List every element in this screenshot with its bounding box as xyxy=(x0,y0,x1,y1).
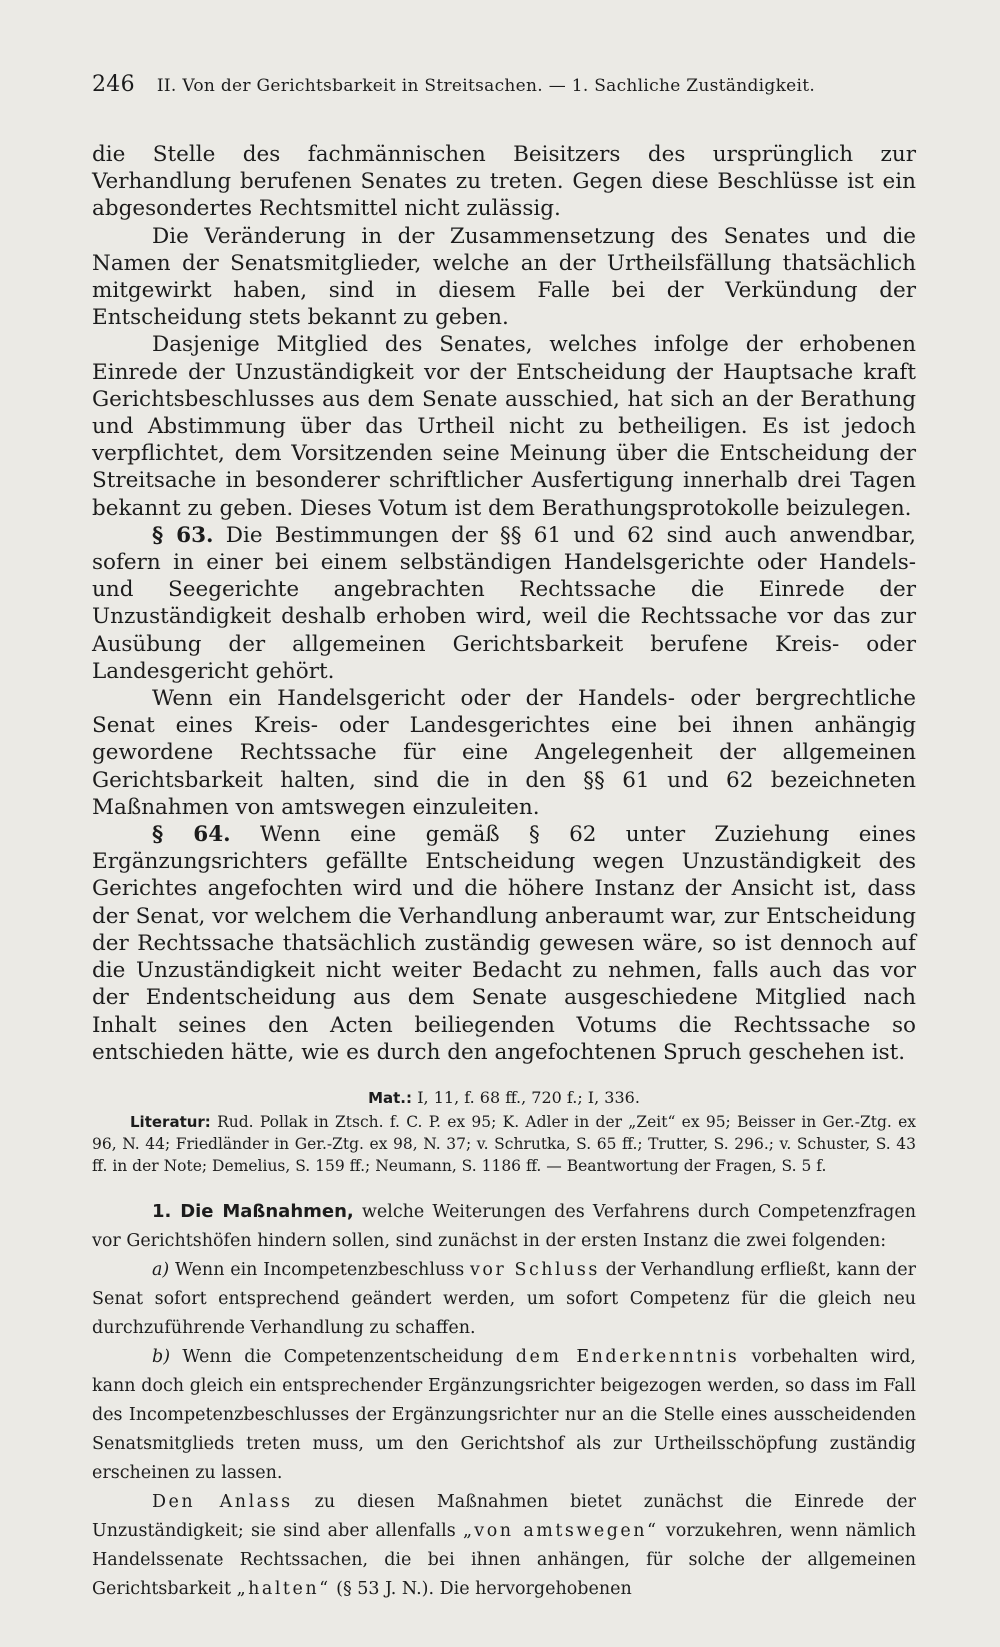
spaced-emphasis: dem Enderkenntnis xyxy=(515,1346,740,1367)
running-title: II. Von der Gerichtsbarkeit in Streitsachen. — 1. Sachliche Zuständigkeit. xyxy=(156,76,816,96)
paragraph: Wenn ein Handelsgericht oder der Handels- oder bergrechtliche Senat eines Kreis- oder Landesgerichtes eine bei ihnen anhängig gewordene Rechtssache für eine Angelegenheit der allgemeinen Gerichtsbarkeit halten, sind die in den §§ 61 und 62 bezeichneten Maßnahmen von amtswegen einzuleiten. xyxy=(92,686,916,820)
materials-label: Mat.: xyxy=(368,1088,412,1107)
paragraph: Dasjenige Mitglied des Senates, welches infolge der erhobenen Einrede der Unzuständigkeit vor der Entscheidung der Hauptsache kraft Gerichtsbeschlusses aus dem Senate ausschied, hat sich an der Berathung und Abstimmung über das Urtheil nicht zu betheiligen. Es ist jedoch verpflichtet, dem Vorsitzenden seine Meinung über die Entscheidung der Streitsache in besonderer schriftlicher Ausfertigung innerhalb drei Tagen bekannt zu geben. Dieses Votum ist dem Berathungsprotokolle beizulegen. xyxy=(92,332,916,521)
spaced-emphasis: „halten“ xyxy=(236,1578,331,1599)
section-text: Wenn eine gemäß § 62 unter Zuziehung eines Ergänzungsrichters gefällte Entscheidung wegen Unzuständigkeit des Gerichtes angefochten wird und die höhere Instanz der Ansicht ist, dass der Senat, vor welchem die Verhandlung anberaumt war, zur Entscheidung der Rechtssache thatsächlich zuständig gewesen wäre, so ist dennoch auf die Unzuständigkeit nicht weiter Bedacht zu nehmen, falls auch das vor der Endentscheidung aus dem Senate ausgeschiedene Mitglied nach Inhalt seines den Acten beiliegenden Votums die Rechtssache so entschieden hätte, wie es durch den angefochtenen Spruch geschehen ist. xyxy=(92,822,916,1065)
statute-text xyxy=(92,141,916,1066)
literature-block xyxy=(92,1111,916,1177)
spaced-emphasis: Den Anlass xyxy=(152,1491,293,1512)
item-text: Wenn die Competenzentscheidung xyxy=(182,1346,504,1367)
item-a xyxy=(92,1256,916,1343)
spaced-emphasis: vor Schluss xyxy=(469,1259,600,1280)
spaced-emphasis: „von amtswegen“ xyxy=(463,1520,659,1541)
commentary xyxy=(92,1197,916,1604)
commentary-paragraph xyxy=(92,1488,916,1604)
section-label: § 64. xyxy=(152,822,231,848)
item-b xyxy=(92,1343,916,1488)
literature-text: Rud. Pollak in Ztsch. f. C. P. ex 95; K. Adler in der „Zeit“ ex 95; Beisser in Ger.-Ztg. ex 96, N. 44; Friedländer in Ger.-Ztg. ex 98, N. 37; v. Schrutka, S. 65 ff.; Trutter, S. 296.; v. Schuster, S. 43 ff. in der Note; Demelius, S. 159 ff.; Neumann, S. 1186 ff. — Beantwortung der Fragen, S. 5 f. xyxy=(92,1112,916,1175)
commentary-heading: 1. Die Maßnahmen, xyxy=(152,1200,354,1222)
section-text: Die Bestimmungen der §§ 61 und 62 sind auch anwendbar, sofern in einer bei einem selbständigen Handelsgerichte oder Handels- und Seegerichte angebrachten Rechtssache die Einrede der Unzuständigkeit deshalb erhoben wird, weil die Rechtssache vor das zur Ausübung der allgemeinen Gerichtsbarkeit berufene Kreis- oder Landesgericht gehört. xyxy=(92,522,916,684)
section-64 xyxy=(92,821,916,1066)
literature-label: Literatur: xyxy=(130,1112,211,1131)
section-label: § 63. xyxy=(152,522,214,548)
page-number: 246 xyxy=(92,72,135,97)
item-text: der Verhandlung erfließt, kann der Senat sofort entsprechend geändert werden, um sofort Competenz für die gleich neu durchzuführende Verhandlung zu schaffen. xyxy=(92,1259,916,1338)
section-63 xyxy=(92,522,916,685)
item-label: b) xyxy=(152,1346,171,1367)
running-header xyxy=(92,72,916,97)
paragraph-continuation: die Stelle des fachmännischen Beisitzers des ursprünglich zur Verhandlung berufenen Senates zu treten. Gegen diese Beschlüsse ist ein abgesondertes Rechtsmittel nicht zulässig. xyxy=(92,142,916,222)
item-label: a) xyxy=(152,1259,170,1280)
commentary-paragraph xyxy=(92,1197,916,1256)
item-text: vorbehalten wird, kann doch gleich ein entsprechender Ergänzungsrichter beigezogen werden, so dass im Fall des Incompetenzbeschlusses der Ergänzungsrichter nur an die Stelle eines ausscheidenden Senatsmitglieds treten muss, um den Gerichtshof als zur Urtheilsschöpfung zuständig erscheinen zu lassen. xyxy=(92,1346,916,1483)
commentary-text: zu diesen Maßnahmen bietet zunächst die Einrede der Unzuständigkeit; sie sind aber allenfalls xyxy=(92,1491,916,1541)
commentary-text: vorzukehren, wenn nämlich Handelssenate Rechtssachen, die bei ihnen anhängen, für solche der allgemeinen Gerichtsbarkeit xyxy=(92,1520,916,1599)
item-text: Wenn ein Incompetenzbeschluss xyxy=(175,1259,465,1280)
commentary-text: (§ 53 J. N.). Die hervorgehobenen xyxy=(336,1578,632,1599)
commentary-text: welche Weiterungen des Verfahrens durch Competenzfragen vor Gerichtshöfen hindern sollen, sind zunächst in der ersten Instanz die zwei folgenden: xyxy=(92,1201,916,1251)
paragraph: Die Veränderung in der Zusammensetzung des Senates und die Namen der Senatsmitglieder, welche an der Urtheilsfällung thatsächlich mitgewirkt haben, sind in diesem Falle bei der Verkündung der Entscheidung stets bekannt zu geben. xyxy=(92,223,916,331)
materials-refs: I, 11, f. 68 ff., 720 f.; I, 336. xyxy=(417,1087,640,1107)
materials-line xyxy=(92,1088,916,1107)
